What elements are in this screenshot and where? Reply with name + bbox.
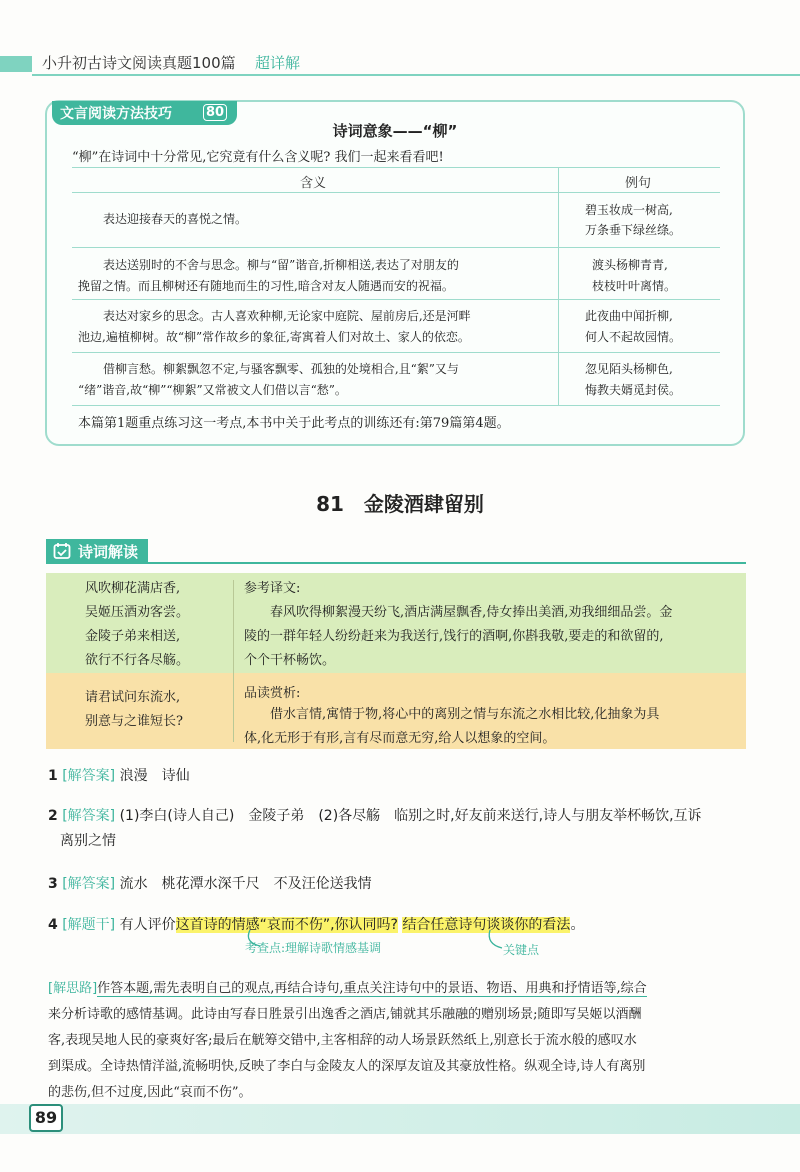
- answer-number: 2: [48, 808, 58, 824]
- table-cell-meaning: 池边,遍植柳树。故“柳”常作故乡的象征,寄寓着人们对故土、家人的依恋。: [78, 330, 470, 344]
- appreciation-label: 品读赏析:: [244, 686, 301, 701]
- answer-2: [48, 805, 702, 825]
- table-cell-example: 此夜曲中闻折柳,: [585, 309, 673, 323]
- table-cell-meaning: 表达送别时的不舍与思念。柳与“留”谐音,折柳相送,表达了对朋友的: [103, 258, 459, 272]
- table-cell-example: 万条垂下绿丝绦。: [585, 223, 682, 237]
- header-bar: [0, 56, 32, 72]
- table-cell-meaning: “绪”谐音,故“柳”“柳絮”又常被文人们借以言“愁”。: [78, 383, 347, 397]
- table-line: [72, 405, 720, 406]
- answer-text: (1)李白(诗人自己) 金陵子弟 (2)各尽觞 临别之时,好友前来送行,诗人与朋友举杯畅饮,互诉: [119, 808, 702, 824]
- section-line: [46, 562, 746, 564]
- poem-line: 别意与之谁短长?: [85, 714, 183, 729]
- translation-line: 陵的一群年轻人纷纷赶来为我送行,饯行的酒啊,你斟我敬,要走的和欲留的,: [244, 629, 664, 644]
- section-title: 81 金陵酒肆留别: [316, 492, 484, 516]
- analysis-line: 来分析诗歌的感情基调。此诗由写春日胜景引出逸香之酒店,铺就其乐融融的赠别场景;随即写吴姬以酒酬: [48, 1007, 642, 1022]
- answer-1: [48, 765, 190, 785]
- analysis-tag: [解思路]: [48, 981, 98, 996]
- method-box-intro: “柳”在诗词中十分常见,它究竟有什么含义呢? 我们一起来看看吧!: [72, 150, 444, 165]
- table-cell-example: 悔教夫婿觅封侯。: [585, 383, 682, 397]
- table-cell-meaning: 挽留之情。而且柳树还有随地而生的习性,暗含对友人随遇而安的祝福。: [78, 279, 454, 293]
- answer-text: 浪漫 诗仙: [119, 768, 190, 784]
- table-line: [72, 299, 720, 300]
- analysis-line: 的悲伤,但不过度,因此“哀而不伤”。: [48, 1085, 252, 1100]
- method-box-number: 80: [203, 104, 227, 121]
- method-box-tab-label: 文言阅读方法技巧: [60, 106, 172, 122]
- table-cell-meaning: 表达对家乡的思念。古人喜欢种柳,无论家中庭院、屋前房后,还是河畔: [103, 309, 471, 323]
- table-header-example: 例句: [625, 176, 652, 191]
- question-tag: [解题干]: [62, 917, 116, 933]
- table-cell-example: 渡头杨柳青青,: [592, 258, 668, 272]
- appreciation-line: 借水言情,寓情于物,将心中的离别之情与东流之水相比较,化抽象为具: [270, 707, 660, 722]
- poem-panel-divider: [233, 580, 234, 742]
- table-line: [72, 352, 720, 353]
- analysis-line: [48, 976, 748, 1002]
- method-box-title: 诗词意象——“柳”: [332, 122, 458, 140]
- poem-line: 风吹柳花满店香,: [85, 581, 181, 596]
- page-number: 89: [29, 1104, 63, 1132]
- annotation-key-point: 关键点: [503, 943, 540, 957]
- poem-line: 金陵子弟来相送,: [85, 629, 181, 644]
- annotation-exam-point: 考查点:理解诗歌情感基调: [245, 941, 382, 955]
- translation-line: 春风吹得柳絮漫天纷飞,酒店满屋飘香,侍女捧出美酒,劝我细细品尝。金: [270, 605, 673, 620]
- table-cell-example: 何人不起故园情。: [585, 330, 682, 344]
- table-header-meaning: 含义: [300, 176, 327, 191]
- answer-number: 3: [48, 876, 58, 892]
- question-number: 4: [48, 917, 58, 933]
- answer-text: 离别之情: [60, 833, 116, 849]
- question-text: 有人评价: [119, 917, 176, 933]
- translation-line: 个个干杯畅饮。: [244, 653, 336, 668]
- question-highlight: 这首诗的情感“哀而不伤”,你认同吗?: [175, 917, 398, 933]
- translation-label: 参考译文:: [244, 581, 301, 596]
- answer-tag: [解答案]: [62, 808, 116, 824]
- footer-band: [0, 1104, 800, 1134]
- analysis-line: 到渠成。全诗热情洋溢,流畅明快,反映了李白与金陵友人的深厚友谊及其豪放性格。纵观全诗,诗人有离别: [48, 1059, 646, 1074]
- table-line: [72, 167, 720, 168]
- question-text: 。: [570, 917, 585, 933]
- table-cell-example: 枝枝叶叶离情。: [592, 279, 677, 293]
- header-line: [32, 74, 800, 76]
- book-title: 小升初古诗文阅读真题100篇: [42, 54, 236, 72]
- answer-tag: [解答案]: [62, 768, 116, 784]
- answer-number: 1: [48, 768, 58, 784]
- poem-line: 吴姬压酒劝客尝。: [85, 605, 190, 620]
- analysis: [48, 976, 748, 1106]
- answer-3: [48, 873, 372, 893]
- question-highlight: 结合任意诗句谈谈你的看法: [402, 917, 571, 933]
- table-cell-meaning: 借柳言愁。柳絮飘忽不定,与骚客飘零、孤独的处境相合,且“絮”又与: [103, 362, 459, 376]
- answer-tag: [解答案]: [62, 876, 116, 892]
- table-line: [72, 247, 720, 248]
- poem-line: 请君试问东流水,: [85, 690, 181, 705]
- poem-line: 欲行不行各尽觞。: [85, 653, 190, 668]
- calendar-icon: [53, 542, 71, 560]
- analysis-line: 客,表现吴地人民的豪爽好客;最后在觥筹交错中,主客相辞的动人场景跃然纸上,别意长于流水般的感叹水: [48, 1033, 637, 1048]
- section-tab-label: 诗词解读: [78, 543, 139, 561]
- analysis-text: 作答本题,需先表明自己的观点,再结合诗句,重点关注诗句中的景语、物语、用典和抒情语等,综合: [97, 981, 647, 996]
- book-subtitle: 超详解: [255, 54, 301, 72]
- table-line: [72, 192, 720, 193]
- answer-text: 流水 桃花潭水深千尺 不及汪伦送我情: [119, 876, 372, 892]
- appreciation-line: 体,化无形于有形,言有尽而意无穷,给人以想象的空间。: [244, 731, 556, 746]
- table-divider: [558, 167, 559, 405]
- table-cell-example: 忽见陌头杨柳色,: [585, 362, 673, 376]
- method-box-note: 本篇第1题重点练习这一考点,本书中关于此考点的训练还有:第79篇第4题。: [78, 416, 510, 431]
- table-cell-example: 碧玉妆成一树高,: [585, 203, 673, 217]
- table-cell-meaning: 表达迎接春天的喜悦之情。: [103, 212, 248, 226]
